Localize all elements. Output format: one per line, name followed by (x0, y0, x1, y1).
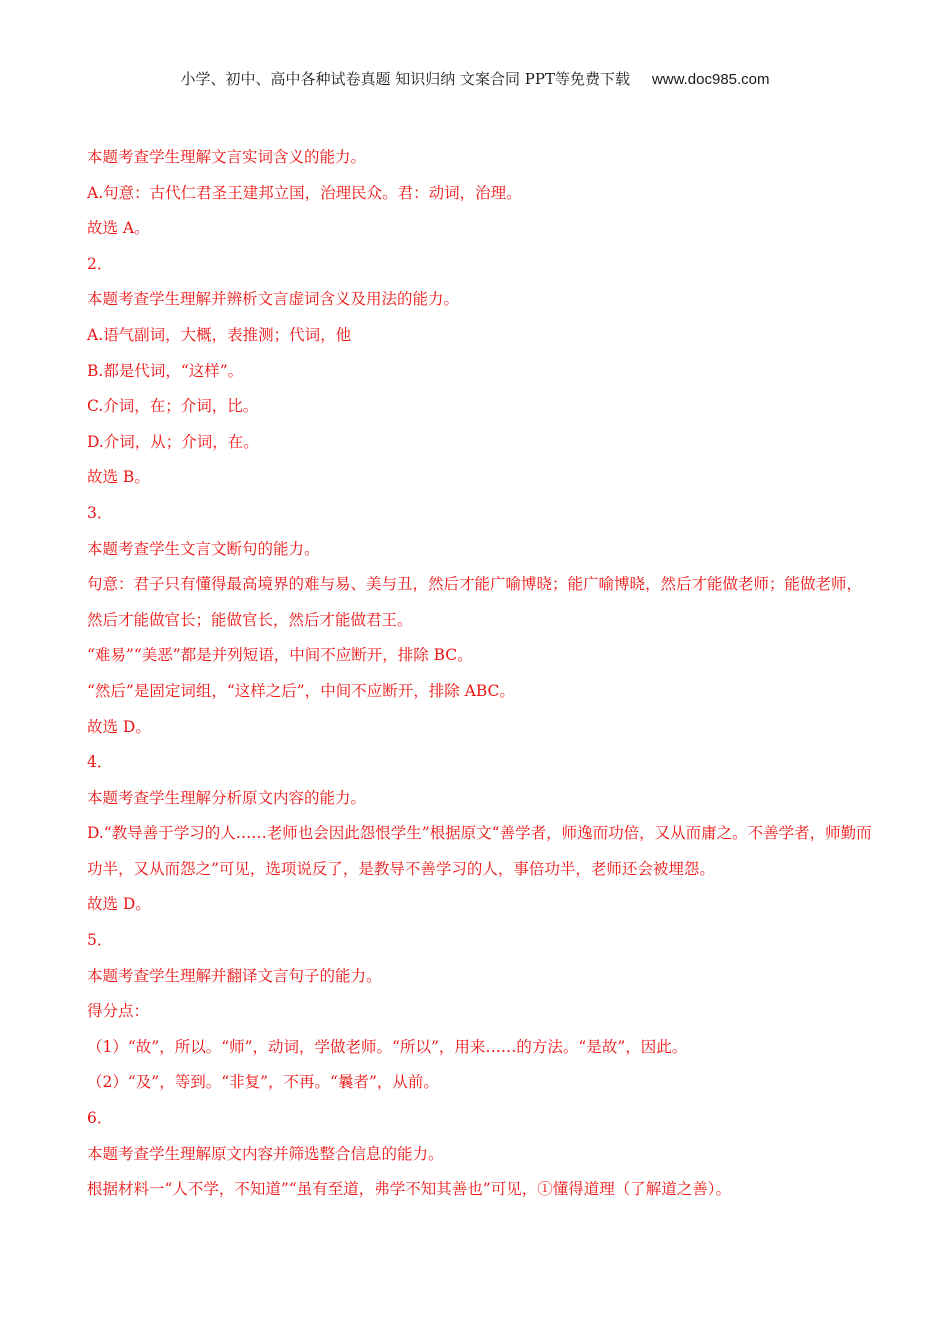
text-line: C.介词，在；介词，比。 (87, 397, 259, 416)
text-line: 故选 A。 (87, 219, 150, 238)
text-line: “然后”是固定词组，“这样之后”，中间不应断开，排除 ABC。 (87, 681, 515, 700)
text-line: 5． (87, 931, 113, 950)
text-line: 句意：君子只有懂得最高境界的难与易、美与丑，然后才能广喻博晓；能广喻博晓，然后才能做老师；能做老师，然后才能做官长；能做官长，然后才能做君王。 (87, 575, 863, 629)
text-line: 本题考查学生理解并翻译文言句子的能力。 (87, 966, 382, 985)
text-line: A.句意：古代仁君圣王建邦立国，治理民众。君：动词，治理。 (87, 183, 522, 202)
text-line: 6． (87, 1109, 113, 1128)
text-line: 本题考查学生理解并辨析文言虚词含义及用法的能力。 (87, 290, 460, 309)
text-line: D.介词，从；介词，在。 (87, 432, 259, 451)
text-line: 得分点： (87, 1002, 150, 1021)
text-line: （2）“及”，等到。“非复”，不再。“曩者”，从前。 (87, 1073, 439, 1092)
document-body (87, 140, 877, 1208)
text-line: 4． (87, 753, 113, 772)
header-text: 小学、初中、高中各种试卷真题 知识归纳 文案合同 PPT等免费下载 (180, 70, 630, 88)
text-line: A.语气副词，大概，表推测；代词，他 (87, 325, 352, 344)
text-line: 2． (87, 254, 113, 273)
page-header (0, 68, 950, 89)
text-line: D.“教导善于学习的人……老师也会因此怨恨学生”根据原文“善学者，师逸而功倍，又从而庸之。不善学者，师勤而功半，又从而怨之”可见，选项说反了，是教导不善学习的人，事倍功半，老师还会被埋怨。 (87, 824, 872, 878)
text-line: “难易”“美恶”都是并列短语，中间不应断开，排除 BC。 (87, 646, 473, 665)
header-site: www.doc985.com (651, 71, 770, 88)
text-line: 故选 B。 (87, 468, 150, 487)
text-line: 故选 D。 (87, 895, 151, 914)
text-line: （1）“故”，所以。“师”，动词，学做老师。“所以”，用来……的方法。“是故”，因此。 (87, 1037, 688, 1056)
text-line: 根据材料一“人不学，不知道”“虽有至道，弗学不知其善也”可见，①懂得道理（了解道之善）。 (87, 1180, 731, 1199)
text-line: 3． (87, 503, 113, 522)
text-line: 本题考查学生文言文断句的能力。 (87, 539, 320, 558)
text-line: 故选 D。 (87, 717, 151, 736)
text-line: 本题考查学生理解分析原文内容的能力。 (87, 788, 367, 807)
text-line: 本题考查学生理解文言实词含义的能力。 (87, 148, 367, 166)
text-line: 本题考查学生理解原文内容并筛选整合信息的能力。 (87, 1144, 444, 1163)
text-line: B.都是代词，“这样”。 (87, 361, 244, 380)
